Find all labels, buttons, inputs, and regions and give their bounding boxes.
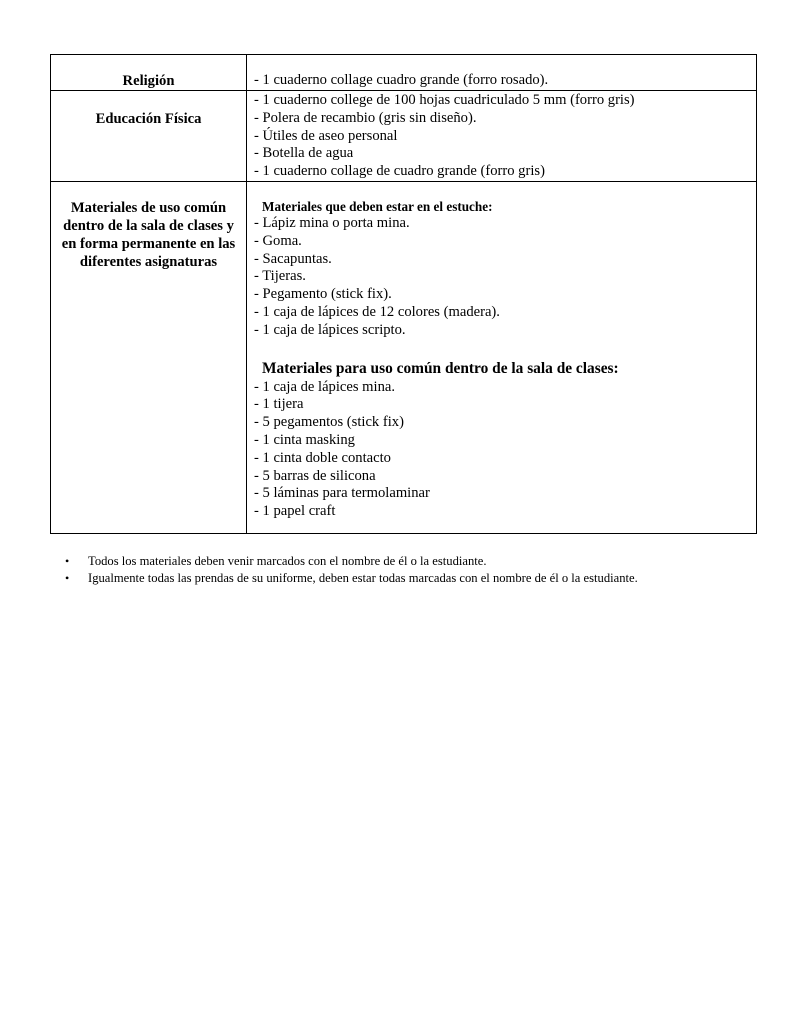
- items-list: [247, 55, 756, 90]
- list-item: - 5 láminas para termolaminar: [254, 485, 430, 502]
- list-item: - 1 papel craft: [254, 503, 336, 520]
- list-item: - Goma.: [254, 232, 302, 249]
- subject-label: Materiales de uso común dentro de la sala de clases y en forma permanente en las diferentes asignaturas: [61, 200, 236, 270]
- school-supplies-table: [50, 54, 757, 534]
- items-cell: [247, 55, 757, 91]
- list-item: - Pegamento (stick fix).: [254, 286, 392, 303]
- list-item: - 1 tijera: [254, 396, 304, 413]
- table-row-religion: [51, 55, 757, 91]
- list-item: - 5 barras de silicona: [254, 467, 376, 484]
- list-item: - 1 cinta doble contacto: [254, 449, 391, 466]
- subject-cell: [51, 182, 247, 534]
- list-item: - Útiles de aseo personal: [254, 127, 398, 144]
- note-item: [62, 553, 762, 570]
- list-item: - 1 caja de lápices mina.: [254, 378, 396, 395]
- list-item: - 1 cuaderno collage cuadro grande (forro rosado).: [254, 72, 549, 88]
- note-text: Todos los materiales deben venir marcados con el nombre de él o la estudiante.: [88, 554, 487, 568]
- items-list: [247, 182, 756, 521]
- list-item: - Sacapuntas.: [254, 250, 332, 267]
- subject-label: Religión: [122, 73, 175, 89]
- list-item: - 1 caja de lápices scripto.: [254, 321, 406, 338]
- list-item: - 5 pegamentos (stick fix): [254, 414, 404, 431]
- items-cell: [247, 91, 757, 182]
- list-item: - 1 cinta masking: [254, 431, 355, 448]
- list-item: - Tijeras.: [254, 268, 306, 285]
- items-list: [247, 91, 756, 181]
- items-cell: [247, 182, 757, 534]
- subject-cell: [51, 91, 247, 182]
- list-item: - 1 caja de lápices de 12 colores (madera).: [254, 303, 500, 320]
- bullet-icon: •: [65, 571, 70, 585]
- group-heading-uso-comun: Materiales para uso común dentro de la sala de clases:: [262, 359, 619, 377]
- list-item: - 1 cuaderno college de 100 hojas cuadriculado 5 mm (forro gris): [254, 92, 635, 108]
- note-text: Igualmente todas las prendas de su uniforme, deben estar todas marcadas con el nombre de él o la estudiante.: [88, 571, 638, 585]
- list-item: - Lápiz mina o porta mina.: [254, 215, 410, 231]
- bullet-icon: •: [65, 554, 70, 568]
- table-row-educacion-fisica: [51, 91, 757, 182]
- list-item: - Polera de recambio (gris sin diseño).: [254, 109, 477, 126]
- list-item: - 1 cuaderno collage de cuadro grande (forro gris): [254, 163, 545, 180]
- list-item: - Botella de agua: [254, 145, 354, 162]
- table-row-materiales-comunes: [51, 182, 757, 534]
- notes-list: [62, 553, 762, 587]
- group-heading-estuche: Materiales que deben estar en el estuche:: [262, 199, 493, 214]
- subject-cell: [51, 55, 247, 91]
- subject-label: Educación Física: [95, 111, 202, 127]
- note-item: [62, 570, 762, 587]
